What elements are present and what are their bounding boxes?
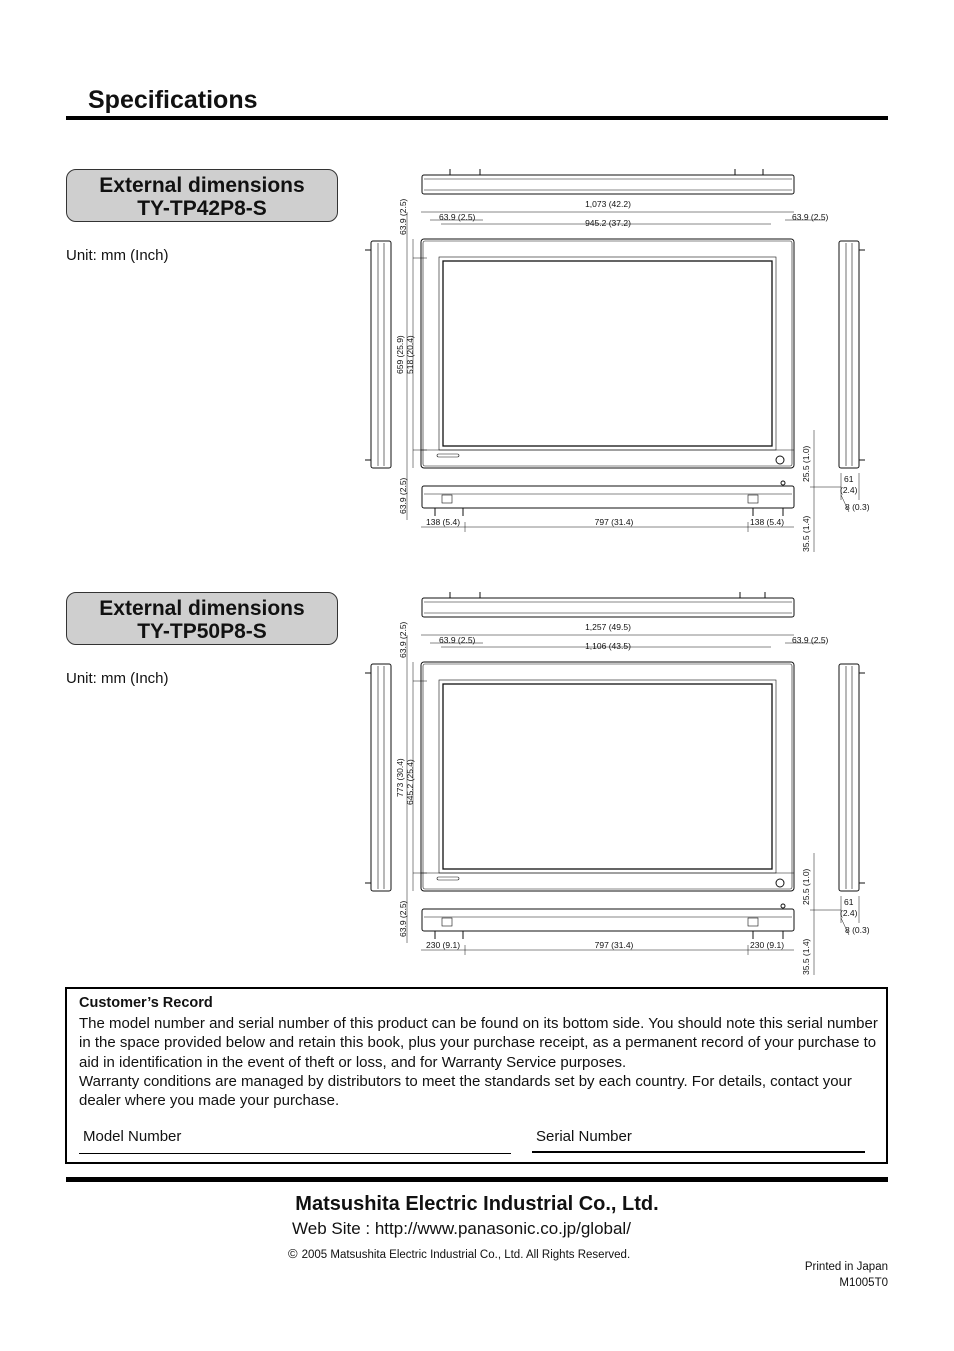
dimension-drawing-50 bbox=[355, 583, 895, 983]
company-name: Matsushita Electric Industrial Co., Ltd. bbox=[295, 1193, 659, 1215]
foot-depth-label: 35.5 (1.4) bbox=[801, 515, 811, 552]
thin-label: 8 (0.3) bbox=[845, 502, 870, 512]
copyright-icon: © bbox=[288, 1246, 298, 1261]
copyright-line bbox=[288, 1246, 630, 1261]
foot-right-label: 230 (9.1) bbox=[750, 940, 785, 950]
screen-height-label: 645.2 (25.4) bbox=[405, 759, 415, 805]
record-body bbox=[79, 1014, 879, 1110]
foot-span-label: 797 (31.4) bbox=[594, 517, 634, 527]
section-badge-42 bbox=[66, 169, 338, 222]
depth-label: 61 bbox=[844, 474, 854, 484]
foot-depth-label: 35.5 (1.4) bbox=[801, 938, 811, 975]
front-view-screen bbox=[443, 261, 772, 446]
thin-label: 8 (0.3) bbox=[845, 925, 870, 935]
record-paragraph: Warranty conditions are managed by distributors to meet the standards set by each country. For details, contact your dealer where you made your purchase. bbox=[79, 1072, 852, 1110]
right-side-view bbox=[839, 241, 859, 468]
section-heading-line1: External dimensions bbox=[99, 597, 305, 620]
printed-in-label: Printed in Japan bbox=[804, 1261, 888, 1273]
record-title: Customer’s Record bbox=[79, 995, 213, 1011]
top-view-body bbox=[422, 175, 794, 194]
page-title: Specifications bbox=[88, 86, 258, 114]
top-rule bbox=[66, 116, 888, 120]
foot-span-label: 797 (31.4) bbox=[594, 940, 634, 950]
foot-left-label: 138 (5.4) bbox=[426, 517, 461, 527]
unit-label: Unit: mm (Inch) bbox=[66, 670, 169, 687]
website-link[interactable]: Web Site : http://www.panasonic.co.jp/global/ bbox=[292, 1219, 631, 1238]
bezel-bottom-v-label: 63.9 (2.5) bbox=[398, 477, 408, 514]
section-heading-model: TY-TP50P8-S bbox=[137, 620, 267, 643]
copyright-text: 2005 Matsushita Electric Industrial Co., Ltd. All Rights Reserved. bbox=[301, 1249, 631, 1261]
document-code: M1005T0 bbox=[839, 1277, 888, 1289]
record-paragraph: The model number and serial number of this product can be found on its bottom side. You should note this serial number in the space provided below and retain this book, plus your purchase receipt, as a permanent record of your purchase to aid in identification in the event of theft or loss, and for Warranty Service purposes. bbox=[79, 1015, 878, 1071]
bezel-top-v-label: 63.9 (2.5) bbox=[398, 198, 408, 235]
bezel-right-label: 63.9 (2.5) bbox=[792, 635, 829, 645]
side-offset-label: 25.5 (1.0) bbox=[801, 868, 811, 905]
bezel-bottom-v-label: 63.9 (2.5) bbox=[398, 900, 408, 937]
screen-width-label: 945.2 (37.2) bbox=[585, 218, 631, 228]
section-badge-50 bbox=[66, 592, 338, 645]
foot-left-label: 230 (9.1) bbox=[426, 940, 461, 950]
dimension-drawing-42 bbox=[355, 160, 895, 560]
bezel-right-label: 63.9 (2.5) bbox=[792, 212, 829, 222]
bezel-top-v-label: 63.9 (2.5) bbox=[398, 621, 408, 658]
side-offset-label: 25.5 (1.0) bbox=[801, 445, 811, 482]
unit-label: Unit: mm (Inch) bbox=[66, 247, 169, 264]
depth-label: 61 bbox=[844, 897, 854, 907]
screen-width-label: 1,106 (43.5) bbox=[585, 641, 631, 651]
bezel-left-label: 63.9 (2.5) bbox=[439, 212, 476, 222]
foot-right-label: 138 (5.4) bbox=[750, 517, 785, 527]
left-side-view bbox=[371, 241, 391, 468]
screen-height-label: 518 (20.4) bbox=[405, 335, 415, 374]
section-heading-line1: External dimensions bbox=[99, 174, 305, 197]
depth-inch-label: (2.4) bbox=[840, 908, 858, 918]
section-heading-model: TY-TP42P8-S bbox=[137, 197, 267, 220]
model-number-field[interactable] bbox=[79, 1153, 511, 1154]
overall-width-label: 1,257 (49.5) bbox=[585, 622, 631, 632]
model-number-label: Model Number bbox=[83, 1128, 182, 1145]
depth-inch-label: (2.4) bbox=[840, 485, 858, 495]
bottom-rule bbox=[66, 1177, 888, 1182]
overall-height-label: 773 (30.4) bbox=[395, 758, 405, 797]
front-view-frame bbox=[421, 239, 794, 468]
bezel-left-label: 63.9 (2.5) bbox=[439, 635, 476, 645]
bottom-view-body bbox=[422, 486, 794, 508]
print-info bbox=[805, 1259, 888, 1291]
overall-height-label: 659 (25.9) bbox=[395, 335, 405, 374]
overall-width-label: 1,073 (42.2) bbox=[585, 199, 631, 209]
serial-number-label: Serial Number bbox=[536, 1128, 632, 1145]
serial-number-field[interactable] bbox=[532, 1151, 865, 1153]
customer-record-box bbox=[65, 987, 888, 1164]
